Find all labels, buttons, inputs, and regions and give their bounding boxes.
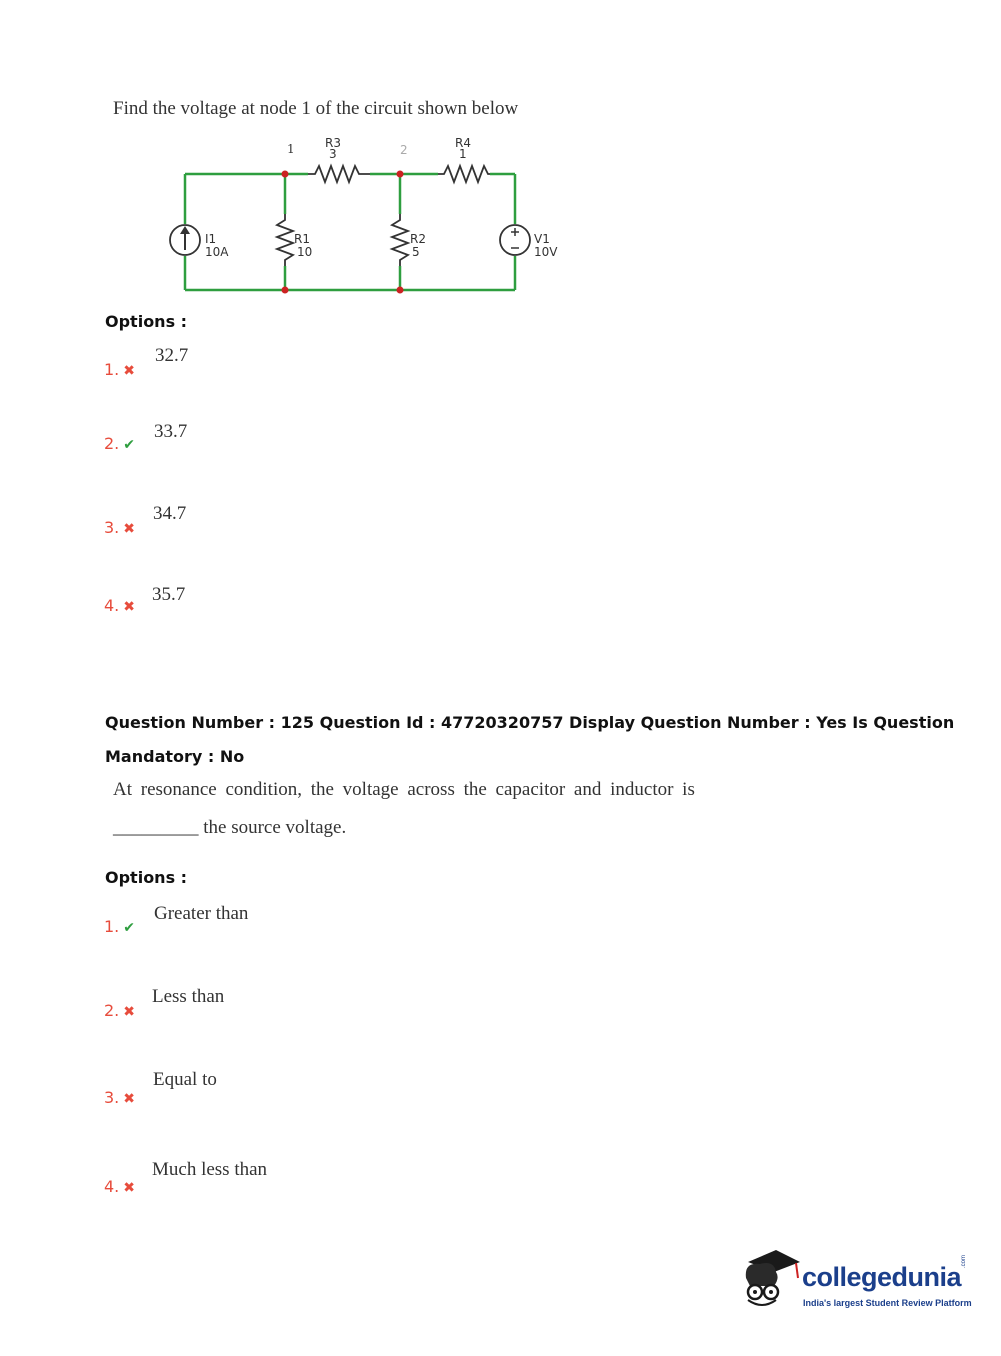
r1-label: R1 bbox=[294, 232, 310, 246]
r1-value: 10 bbox=[297, 245, 313, 259]
logo-tagline: India's largest Student Review Platform bbox=[803, 1298, 972, 1308]
option-value: 33.7 bbox=[154, 421, 188, 442]
r1-resistor bbox=[277, 214, 293, 266]
collegedunia-logo[interactable] bbox=[740, 1248, 970, 1318]
r4-resistor bbox=[438, 166, 490, 182]
option-number: 2. ✔ bbox=[104, 434, 135, 453]
question-meta: Question Number : 125 Question Id : 47720320757 Display Question Number : Yes Is Question bbox=[105, 713, 955, 732]
option-number: 4. ✖ bbox=[104, 596, 135, 615]
question-meta-mandatory: Mandatory : No bbox=[105, 747, 245, 766]
r3-label: R3 bbox=[325, 136, 341, 150]
option-value: 35.7 bbox=[152, 584, 186, 605]
r3-value: 3 bbox=[329, 147, 337, 161]
options-heading: Options : bbox=[105, 868, 188, 887]
i1-value: 10A bbox=[205, 245, 229, 259]
option-number: 1. ✔ bbox=[104, 917, 135, 936]
question-text-line2: _________ the source voltage. bbox=[113, 817, 347, 838]
question-text: Find the voltage at node 1 of the circuit shown below bbox=[113, 98, 519, 119]
option-number: 2. ✖ bbox=[104, 1001, 135, 1020]
r4-value: 1 bbox=[459, 147, 467, 161]
question-text: At resonance condition, the voltage across the capacitor and inductor is bbox=[113, 779, 695, 800]
check-icon: ✔ bbox=[123, 437, 135, 453]
blank: _________ bbox=[113, 817, 199, 838]
r2-label: R2 bbox=[410, 232, 426, 246]
r4-label: R4 bbox=[455, 136, 471, 150]
option-value: 32.7 bbox=[155, 345, 189, 366]
options-heading: Options : bbox=[105, 312, 188, 331]
option-value: Greater than bbox=[154, 903, 249, 924]
r3-resistor bbox=[308, 166, 370, 182]
circuit-diagram bbox=[160, 132, 580, 302]
current-source-icon bbox=[170, 225, 200, 255]
cross-icon: ✖ bbox=[123, 521, 135, 537]
option-number: 3. ✖ bbox=[104, 518, 135, 537]
option-number: 3. ✖ bbox=[104, 1088, 135, 1107]
check-icon: ✔ bbox=[123, 920, 135, 936]
voltage-source-icon bbox=[500, 225, 530, 255]
r2-resistor bbox=[392, 214, 408, 266]
r2-value: 5 bbox=[412, 245, 420, 259]
v1-label: V1 bbox=[534, 232, 550, 246]
option-value: Less than bbox=[152, 986, 225, 1007]
cross-icon: ✖ bbox=[123, 1180, 135, 1196]
cross-icon: ✖ bbox=[123, 363, 135, 379]
v1-value: 10V bbox=[534, 245, 558, 259]
cross-icon: ✖ bbox=[123, 1004, 135, 1020]
graduate-mascot-icon bbox=[740, 1248, 802, 1318]
option-value: 34.7 bbox=[153, 503, 187, 524]
logo-suffix: .com bbox=[961, 1254, 967, 1268]
node1-label: 1 bbox=[287, 142, 295, 156]
option-number: 4. ✖ bbox=[104, 1177, 135, 1196]
i1-label: I1 bbox=[205, 232, 217, 246]
cross-icon: ✖ bbox=[123, 1091, 135, 1107]
option-number: 1. ✖ bbox=[104, 360, 135, 379]
option-value: Equal to bbox=[153, 1069, 217, 1090]
node2-label: 2 bbox=[400, 143, 408, 157]
option-value: Much less than bbox=[152, 1159, 268, 1180]
cross-icon: ✖ bbox=[123, 599, 135, 615]
logo-wordmark: collegedunia bbox=[802, 1262, 962, 1292]
